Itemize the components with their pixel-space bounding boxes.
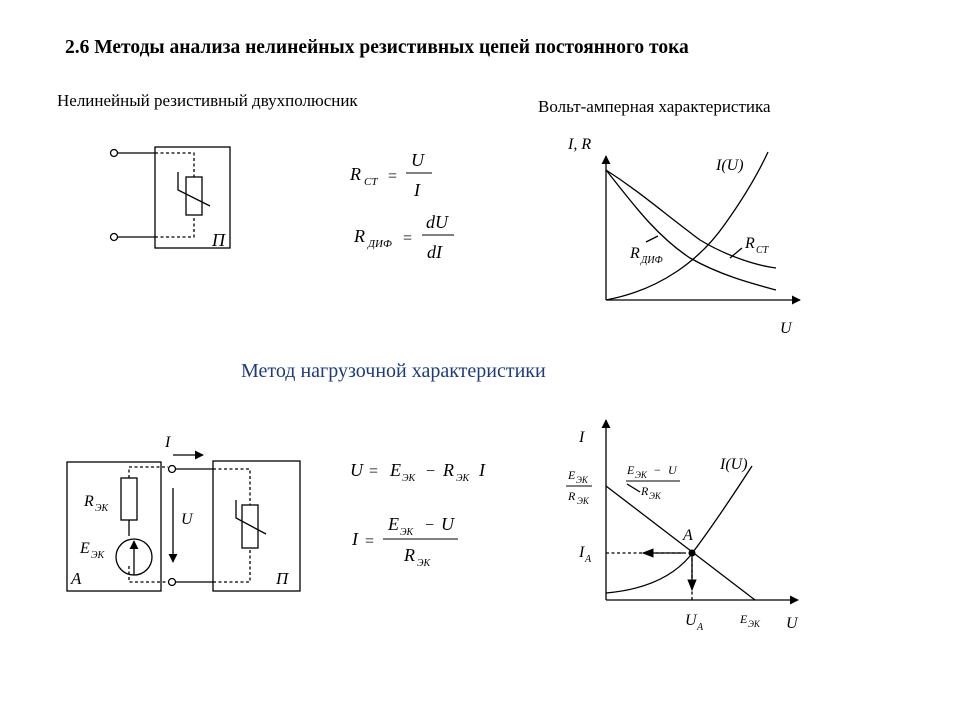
svg-text:R: R [443,460,454,480]
leader-r-st [730,248,742,258]
svg-text:dI: dI [427,242,442,262]
svg-text:−: − [425,517,435,534]
svg-text:E: E [390,460,401,480]
svg-text:E: E [80,540,90,557]
point-A-label: A [683,527,693,544]
slope-leader [627,484,640,492]
svg-text:A: A [697,622,704,633]
circuit2-r-label [83,493,110,514]
svg-text:R: R [350,164,361,184]
svg-text:I: I [579,544,585,561]
label-i-u: I(U) [716,157,744,174]
svg-text:ЭК: ЭК [649,491,661,501]
svg-text:−: − [654,463,661,477]
ia-label [578,544,592,565]
two-terminal-heading: Нелинейный резистивный двухполюсник [57,91,358,110]
svg-text:U: U [350,460,363,480]
svg-text:R: R [354,226,365,246]
terminal-2-bottom [169,579,176,586]
svg-text:СТ: СТ [756,245,769,256]
load-line [606,486,755,600]
svg-text:ЭК: ЭК [456,473,470,484]
svg-text:E: E [388,514,399,534]
load-resistor [242,505,258,548]
formula-r-dif [353,212,454,262]
svg-text:ЭК: ЭК [91,550,105,561]
terminal-2-top [169,466,176,473]
svg-text:ЭК: ЭК [400,527,414,538]
load-y-label: I [579,429,585,446]
intercept-label [566,468,592,506]
svg-text:R: R [568,489,576,503]
label-r-dif [629,245,663,266]
terminal-bottom [111,234,118,241]
vac-heading: Вольт-амперная характеристика [538,97,771,116]
equation-u [350,460,486,484]
svg-text:ЭК: ЭК [402,473,416,484]
svg-text:ЭК: ЭК [576,475,588,485]
curve-i-u [606,152,768,300]
load-curve-label: I(U) [720,456,748,473]
svg-text:−: − [426,463,436,480]
svg-text:R: R [84,493,94,510]
svg-text:I: I [352,529,358,549]
vac-x-label: U [780,320,792,337]
internal-wire-bottom [155,215,194,237]
svg-text:=: = [369,463,379,480]
nonlinear-resistor [186,177,202,215]
e-ek-axis-label [739,612,761,629]
ua-label [685,612,704,633]
circuit2-voltage-label: U [181,511,193,528]
svg-text:E: E [568,468,576,482]
label-r-st [744,235,770,256]
internal-wire-top [155,153,194,177]
svg-text:R: R [641,484,649,498]
circuit2-label-P: П [276,569,289,588]
svg-text:U: U [668,463,677,477]
terminal-top [111,150,118,157]
svg-text:ЭК: ЭК [635,470,647,480]
svg-text:dU: dU [426,212,448,232]
svg-text:U: U [685,612,697,629]
svg-text:ДИФ: ДИФ [368,238,392,250]
vac-graph [606,152,800,300]
internal-resistor [121,478,137,520]
equation-i [351,514,458,569]
svg-text:=: = [365,533,375,550]
svg-text:I: I [479,460,485,480]
svg-text:=: = [403,230,413,247]
svg-text:ЭК: ЭК [95,503,109,514]
block1-label-P: П [212,230,225,250]
svg-text:=: = [388,168,398,185]
svg-text:A: A [585,554,592,565]
page-title: 2.6 Методы анализа нелинейных резистивных цепей постоянного тока [65,37,689,58]
svg-text:U: U [411,150,424,170]
load-x-label: U [786,615,798,632]
operating-point-A [689,550,696,557]
circuit2-e-label [79,540,106,561]
svg-text:R: R [745,235,755,252]
circuit2-label-A: А [71,569,82,588]
load-method-heading: Метод нагрузочной характеристики [241,360,546,382]
formula-r-st [349,150,432,200]
svg-text:ЭК: ЭК [748,619,760,629]
load-graph [606,420,798,600]
slope-label [626,463,678,501]
svg-text:ЭК: ЭК [577,496,589,506]
svg-text:E: E [740,612,748,626]
svg-text:СТ: СТ [364,176,378,188]
svg-text:ЭК: ЭК [417,558,431,569]
svg-text:I: I [414,180,420,200]
circuit2-current-label: I [165,434,171,451]
vac-y-label: I, R [568,136,592,153]
leader-r-dif [646,236,658,242]
svg-text:ДИФ: ДИФ [641,255,663,266]
svg-text:R: R [630,245,640,262]
svg-text:R: R [404,545,415,565]
svg-text:E: E [627,463,635,477]
svg-text:U: U [441,514,454,534]
